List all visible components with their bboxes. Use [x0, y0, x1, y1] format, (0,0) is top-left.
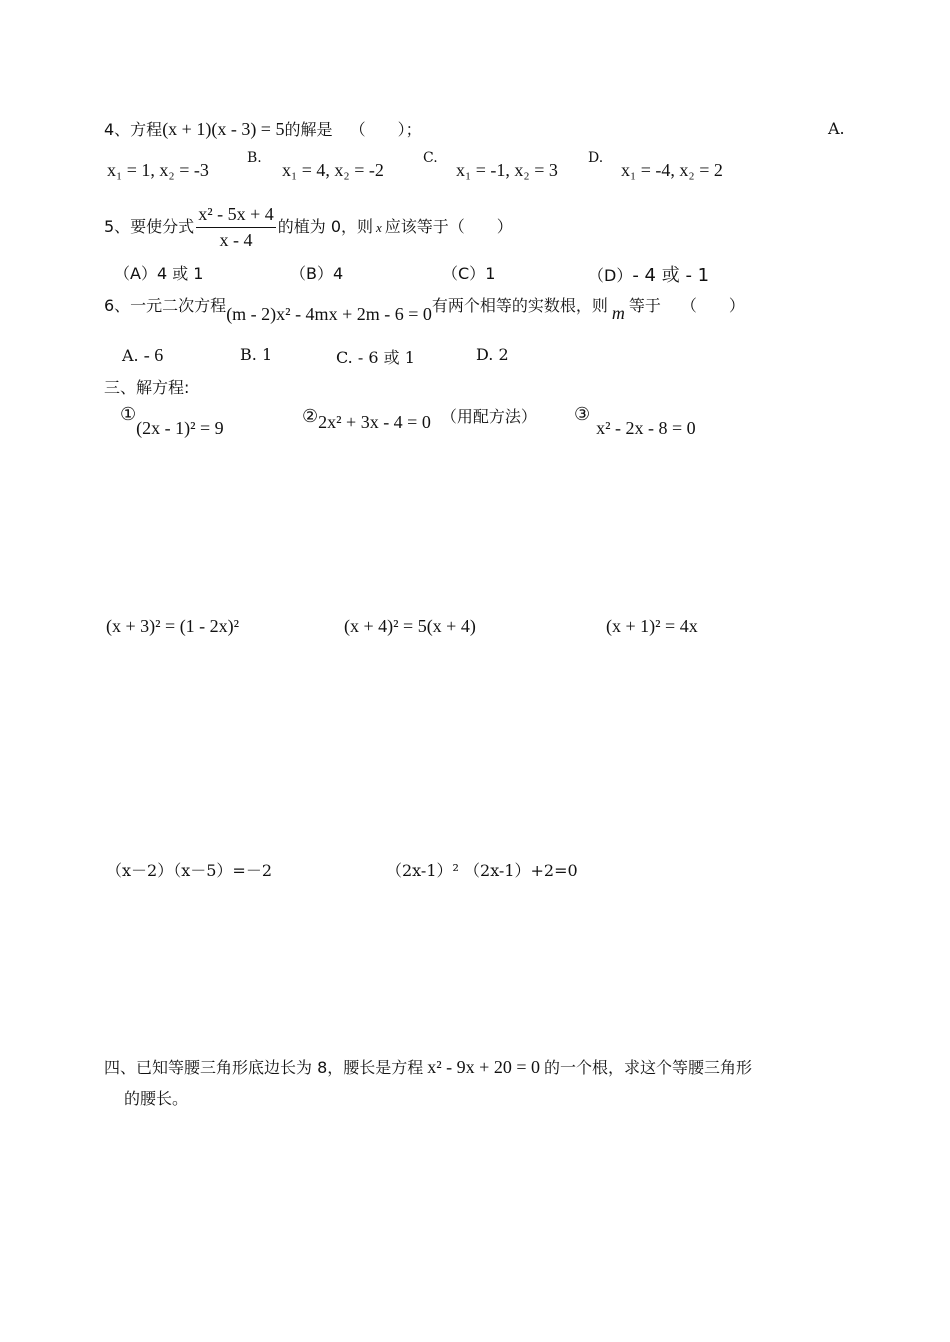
s3-row2-eq1: (x + 3)² = (1 - 2x)²	[106, 616, 240, 636]
q6-option-c-label: C.	[336, 348, 353, 367]
q5-stem	[104, 204, 513, 251]
q6-equation: (m - 2)x² - 4mx + 2m - 6 = 0	[226, 304, 432, 324]
q5-option-d-value: - 4 或 - 1	[632, 265, 710, 286]
q4-option-a-label: A.	[828, 119, 845, 138]
q6-option-c-value: - 6 或 1	[357, 348, 415, 367]
q6-option-b-value: 1	[261, 345, 273, 364]
q6-variable: m	[611, 303, 625, 323]
q5-option-c	[442, 261, 495, 284]
q6-option-c	[336, 345, 415, 368]
q6-middle: 有两个相等的实数根，则	[431, 296, 608, 315]
s4-equation: x² - 9x + 20 = 0	[427, 1057, 540, 1077]
q4-option-c-label: C.	[423, 150, 438, 166]
q5-numerator: x² - 5x + 4	[196, 204, 276, 228]
q4-option-d-value: x₁ = -4, x₂ = 2	[621, 160, 723, 180]
q4-stem	[104, 117, 422, 140]
q5-option-d-label: （D）	[588, 266, 633, 285]
q5-option-d	[588, 261, 709, 287]
s3-row1-item1	[120, 404, 224, 438]
s3-marker-3: ③	[574, 404, 591, 425]
q6-prefix: 6、一元二次方程	[104, 296, 227, 315]
q5-denominator: x - 4	[219, 230, 253, 250]
s4-suffix: 的一个根，求这个等腰三角形	[543, 1058, 752, 1077]
s3-equation-2: 2x² + 3x - 4 = 0	[318, 412, 431, 432]
s3-row1-item2	[302, 404, 537, 432]
q5-option-a-label: （A）	[114, 264, 157, 283]
q5-option-c-label: （C）	[442, 264, 486, 283]
q4-blank: （ ）；	[349, 120, 422, 139]
s3-row1-item3	[574, 404, 696, 438]
q6-option-a-value: - 6	[143, 345, 164, 365]
section4-line2: 的腰长。	[124, 1089, 189, 1108]
q5-option-b	[290, 261, 343, 284]
q4-option-b-label: B.	[247, 150, 262, 166]
q6-option-d-label: D.	[476, 345, 494, 364]
q5-suffix: 应该等于（ ）	[384, 217, 513, 236]
s3-row3-eq1: （x－2）（x－5）=－2	[106, 861, 272, 880]
q4-prefix: 4、方程	[104, 120, 163, 139]
q4-option-c-value: x₁ = -1, x₂ = 3	[456, 160, 558, 180]
s3-marker-2: ②	[302, 406, 319, 427]
q5-middle: 的植为 0，则	[277, 217, 374, 236]
s3-note-2: （用配方法）	[440, 407, 537, 426]
q5-option-a-value: 4 或 1	[156, 264, 204, 283]
q4-suffix: 的解是	[284, 120, 333, 139]
q5-option-a	[114, 261, 204, 284]
s3-equation-3: x² - 2x - 8 = 0	[596, 418, 696, 438]
q5-prefix: 5、要使分式	[104, 217, 195, 236]
q5-variable: x	[376, 220, 382, 235]
s3-marker-1: ①	[120, 404, 137, 425]
q5-option-c-value: 1	[485, 264, 496, 283]
q5-option-b-value: 4	[332, 264, 344, 283]
section3-title: 三、解方程:	[104, 378, 190, 397]
section4-line1	[104, 1055, 752, 1078]
s3-row3-eq2: （2x-1）² （2x-1）+2=0	[386, 861, 578, 880]
q4-equation: (x + 1)(x - 3) = 5	[162, 119, 285, 139]
q4-option-b-value: x₁ = 4, x₂ = -2	[282, 160, 384, 180]
s3-row2-eq2: (x + 4)² = 5(x + 4)	[344, 616, 476, 636]
q6-option-b	[240, 345, 272, 364]
q6-stem	[104, 293, 745, 324]
s3-row2-eq3: (x + 1)² = 4x	[606, 616, 698, 636]
q6-option-a	[122, 345, 163, 366]
q6-option-d-value: 2	[498, 345, 509, 364]
q6-option-b-label: B.	[240, 345, 257, 364]
q4-option-d-label: D.	[588, 150, 604, 166]
q6-blank: （ ）	[680, 296, 745, 315]
q6-option-d	[476, 345, 509, 364]
q5-fraction	[196, 204, 276, 251]
s4-prefix: 四、已知等腰三角形底边长为 8，腰长是方程	[104, 1058, 424, 1077]
q6-suffix: 等于	[628, 296, 661, 315]
q5-option-b-label: （B）	[290, 264, 333, 283]
q4-option-a-value: x₁ = 1, x₂ = -3	[107, 160, 209, 180]
s3-equation-1: (2x - 1)² = 9	[136, 418, 224, 438]
q6-option-a-label: A.	[122, 346, 139, 365]
